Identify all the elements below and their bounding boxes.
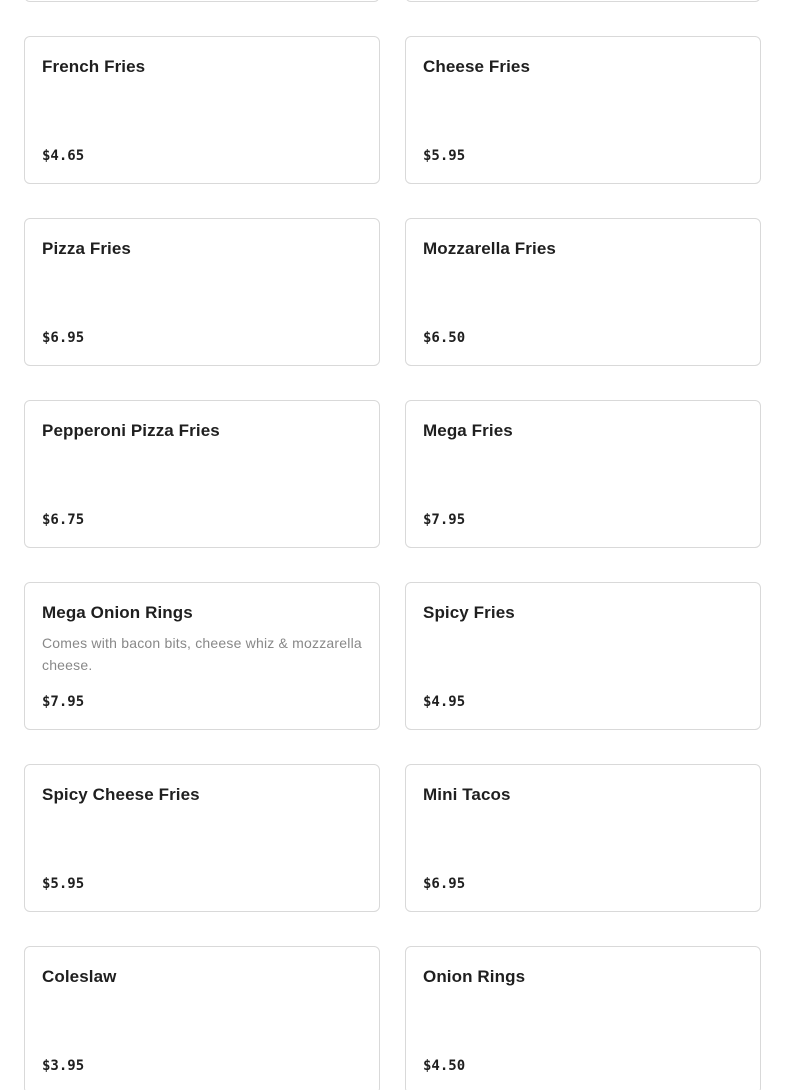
menu-item-name: French Fries — [42, 57, 146, 76]
menu-item-card[interactable] — [405, 764, 761, 912]
menu-item-price: $5.95 — [423, 148, 466, 164]
menu-item-card[interactable] — [405, 946, 761, 1090]
menu-item-card[interactable] — [24, 36, 380, 184]
menu-item-price: $7.95 — [42, 694, 85, 710]
menu-item-name: Pizza Fries — [42, 239, 131, 258]
menu-item-name: Pepperoni Pizza Fries — [42, 421, 220, 440]
menu-item-card[interactable] — [405, 218, 761, 366]
menu-item-price: $3.95 — [42, 1058, 85, 1074]
menu-item-name: Mega Fries — [423, 421, 513, 440]
menu-item-price: $4.65 — [42, 148, 85, 164]
menu-item-price: $7.95 — [423, 512, 466, 528]
menu-item-description: Comes with bacon bits, cheese whiz & mozzarella cheese. — [42, 635, 362, 674]
menu-item-name: Cheese Fries — [423, 57, 531, 76]
menu-item-price: $4.95 — [423, 694, 466, 710]
menu-item-card[interactable] — [24, 218, 380, 366]
menu-item-name: Spicy Fries — [423, 603, 515, 622]
menu-item-price: $4.50 — [423, 1058, 466, 1074]
menu-item-price: $5.95 — [42, 876, 85, 892]
menu-item-price: $6.75 — [42, 512, 85, 528]
menu-item-card[interactable] — [405, 400, 761, 548]
menu-item-name: Mozzarella Fries — [423, 239, 556, 258]
menu-item-card[interactable] — [24, 764, 380, 912]
menu-item-name: Mega Onion Rings — [42, 603, 193, 622]
menu-item-card[interactable] — [24, 582, 380, 730]
menu-item-card[interactable] — [24, 400, 380, 548]
menu-item-card[interactable] — [24, 946, 380, 1090]
menu-item-card[interactable] — [405, 582, 761, 730]
menu-item-price: $6.95 — [423, 876, 466, 892]
menu-item-price: $6.50 — [423, 330, 466, 346]
menu-item-card[interactable] — [405, 36, 761, 184]
menu-item-name: Spicy Cheese Fries — [42, 785, 200, 804]
menu-item-name: Onion Rings — [423, 967, 526, 986]
menu-item-name: Coleslaw — [42, 967, 117, 986]
menu-item-card-partial[interactable] — [24, 0, 380, 2]
menu-item-price: $6.95 — [42, 330, 85, 346]
menu-item-name: Mini Tacos — [423, 785, 511, 804]
menu-item-card-partial[interactable] — [405, 0, 761, 2]
